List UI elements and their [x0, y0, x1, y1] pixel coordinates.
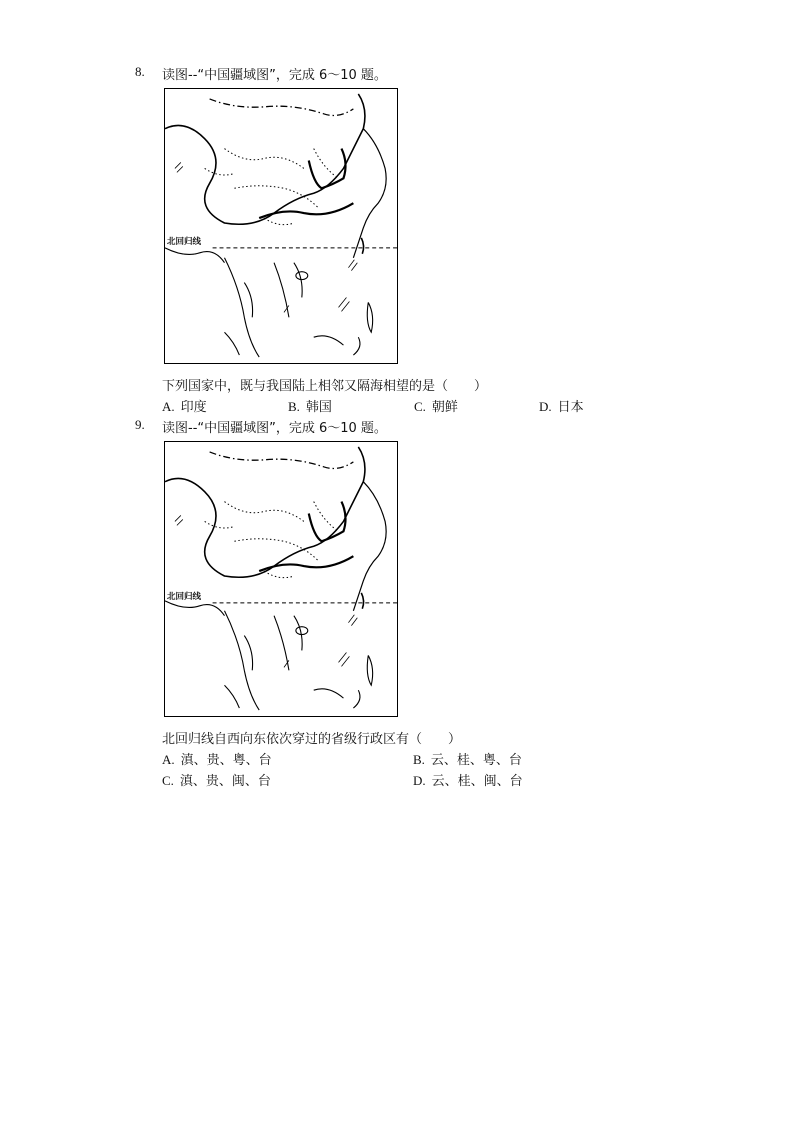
tropic-of-cancer-label: 北回归线	[167, 592, 202, 602]
option-d[interactable]: D. 日本	[539, 399, 584, 415]
question-intro: 读图--“中国疆域图”，完成 6～10 题。	[162, 421, 387, 436]
china-territory-map	[164, 88, 398, 364]
option-c[interactable]: C. 朝鲜	[414, 399, 458, 415]
option-a[interactable]: A. 滇、贵、粤、台	[162, 752, 272, 768]
option-a[interactable]: A. 印度	[162, 399, 207, 415]
china-territory-map	[164, 441, 398, 717]
option-b[interactable]: B. 韩国	[288, 399, 332, 415]
option-c[interactable]: C. 滇、贵、闽、台	[162, 773, 271, 789]
option-b[interactable]: B. 云、桂、粤、台	[413, 752, 522, 768]
option-d[interactable]: D. 云、桂、闽、台	[413, 773, 523, 789]
tropic-of-cancer-label: 北回归线	[167, 237, 202, 247]
question-stem: 下列国家中，既与我国陆上相邻又隔海相望的是（ ）	[162, 379, 488, 394]
question-intro: 读图--“中国疆域图”，完成 6～10 题。	[162, 68, 387, 83]
question-stem: 北回归线自西向东依次穿过的省级行政区有（ ）	[162, 732, 462, 747]
question-number: 8.	[135, 64, 145, 79]
question-number: 9.	[135, 417, 145, 432]
